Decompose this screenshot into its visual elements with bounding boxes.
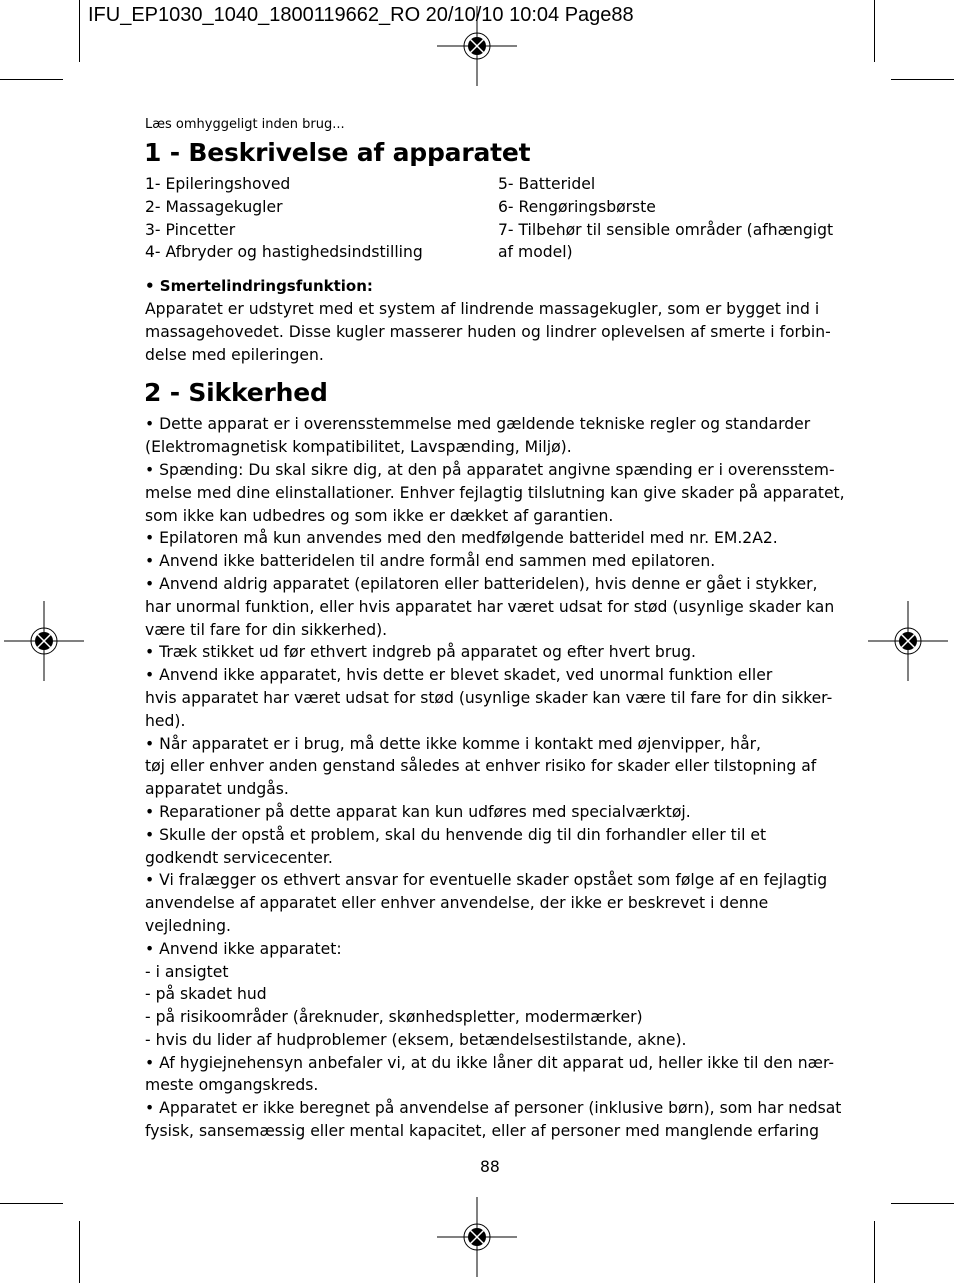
- safety-text-line: godkendt servicecenter.: [145, 848, 333, 867]
- safety-text-line: • Epilatoren må kun anvendes med den medfølgende batteridel med nr. EM.2A2.: [145, 529, 778, 548]
- crop-mark-bottom-left-h: [0, 1203, 63, 1204]
- crop-mark-bottom-right-v: [874, 1221, 875, 1283]
- safety-text-line: - på skadet hud: [145, 985, 267, 1004]
- safety-text-line: • Skulle der opstå et problem, skal du henvende dig til din forhandler eller til et: [145, 825, 767, 844]
- safety-text-line: - hvis du lider af hudproblemer (eksem, betændelsestilstande, akne).: [145, 1030, 687, 1049]
- part-item: 2- Massagekugler: [145, 197, 283, 216]
- crop-mark-top-right-h: [891, 79, 954, 80]
- safety-text-line: • Træk stikket ud før ethvert indgreb på apparatet og efter hvert brug.: [145, 643, 696, 662]
- safety-text-line: • Anvend ikke apparatet, hvis dette er blevet skadet, ved unormal funktion eller: [145, 666, 773, 685]
- text-line: Apparatet er udstyret med et system af lindrende massagekugler, som er bygget ind i: [145, 299, 820, 318]
- registration-mark-left-icon: [4, 601, 84, 681]
- part-item: 4- Afbryder og hastighedsindstilling: [145, 243, 423, 262]
- text-line: delse med epileringen.: [145, 345, 324, 364]
- print-slug-header: IFU_EP1030_1040_1800119662_RO 20/10/10 10:04 Page88: [88, 4, 634, 26]
- safety-text-line: har unormal funktion, eller hvis apparatet har været udsat for stød (usynlige skader kan: [145, 597, 835, 616]
- crop-mark-top-left-h: [0, 79, 63, 80]
- safety-text-line: • Anvend ikke apparatet:: [145, 939, 342, 958]
- part-item: 5- Batteridel: [498, 175, 596, 193]
- safety-text-line: apparatet undgås.: [145, 780, 289, 799]
- parts-list: [145, 173, 845, 264]
- parts-list-left: [145, 173, 498, 264]
- safety-text-line: være til fare for din sikkerhed).: [145, 620, 388, 639]
- safety-text-line: tøj eller enhver anden genstand således at enhver risiko for skader eller tilstopning af: [145, 757, 817, 776]
- crop-mark-top-right-v: [874, 0, 875, 62]
- crop-mark-bottom-right-h: [891, 1203, 954, 1204]
- safety-text-line: • Apparatet er ikke beregnet på anvendelse af personer (inklusive børn), som har nedsat: [145, 1099, 842, 1118]
- registration-mark-bottom-icon: [437, 1197, 517, 1277]
- crop-mark-top-left-v: [79, 0, 80, 62]
- section-1-title: 1 - Beskrivelse af apparatet: [144, 138, 531, 167]
- part-item: 6- Rengøringsbørste: [498, 197, 656, 216]
- safety-text-line: - i ansigtet: [145, 962, 229, 981]
- safety-text-line: som ikke kan udbedres og som ikke er dækket af garantien.: [145, 506, 614, 525]
- part-item: af model): [498, 243, 573, 262]
- safety-text-line: • Reparationer på dette apparat kan kun udføres med specialværktøj.: [145, 802, 691, 821]
- safety-text-line: • Når apparatet er i brug, må dette ikke komme i kontakt med øjenvipper, hår,: [145, 734, 761, 753]
- safety-text-line: • Vi fralægger os ethvert ansvar for eventuelle skader opstået som følge af en fejlagtig: [145, 871, 828, 890]
- safety-text-line: anvendelse af apparatet eller enhver anvendelse, der ikke er beskrevet i denne: [145, 894, 769, 913]
- safety-text-line: • Af hygiejnehensyn anbefaler vi, at du ikke låner dit apparat ud, heller ikke til den nær-: [145, 1053, 834, 1072]
- registration-mark-right-icon: [868, 601, 948, 681]
- crop-mark-bottom-left-v: [79, 1221, 80, 1283]
- safety-text-line: vejledning.: [145, 916, 231, 935]
- parts-list-right: [498, 173, 843, 264]
- safety-text-line: - på risikoområder (åreknuder, skønhedspletter, modermærker): [145, 1008, 643, 1027]
- safety-text-line: • Dette apparat er i overensstemmelse med gældende tekniske regler og standarder: [145, 415, 811, 434]
- safety-text-line: • Anvend aldrig apparatet (epilatoren eller batteridelen), hvis denne er gået i stykker,: [145, 574, 818, 593]
- intro-note: Læs omhyggeligt inden brug...: [145, 117, 345, 132]
- page-content: [145, 117, 845, 1143]
- page-number: 88: [480, 1158, 500, 1176]
- safety-text-line: melse med dine elinstallationer. Enhver fejlagtig tilslutning kan give skader på apparatet,: [145, 483, 845, 502]
- safety-text-line: fysisk, sansemæssig eller mental kapacitet, eller af personer med manglende erfaring: [145, 1122, 820, 1141]
- part-item: 7- Tilbehør til sensible områder (afhængigt: [498, 220, 834, 239]
- part-item: 1- Epileringshoved: [145, 175, 291, 193]
- safety-text: [145, 413, 845, 1143]
- safety-text-line: (Elektromagnetisk kompatibilitet, Lavspænding, Miljø).: [145, 438, 572, 457]
- feature-description: [145, 298, 845, 366]
- text-line: massagehovedet. Disse kugler masserer huden og lindrer oplevelsen af smerte i forbin-: [145, 322, 831, 341]
- section-2-title: 2 - Sikkerhed: [144, 378, 328, 408]
- safety-text-line: • Spænding: Du skal sikre dig, at den på apparatet angivne spænding er i overensstem-: [145, 460, 835, 479]
- feature-heading: • Smertelindringsfunktion:: [145, 277, 373, 296]
- part-item: 3- Pincetter: [145, 220, 236, 239]
- safety-text-line: hvis apparatet har været udsat for stød (usynlige skader kan være til fare for din sikker-: [145, 688, 833, 707]
- safety-text-line: hed).: [145, 711, 186, 730]
- safety-text-line: meste omgangskreds.: [145, 1076, 319, 1095]
- registration-mark-top-icon: [437, 6, 517, 86]
- safety-text-line: • Anvend ikke batteridelen til andre formål end sammen med epilatoren.: [145, 552, 716, 571]
